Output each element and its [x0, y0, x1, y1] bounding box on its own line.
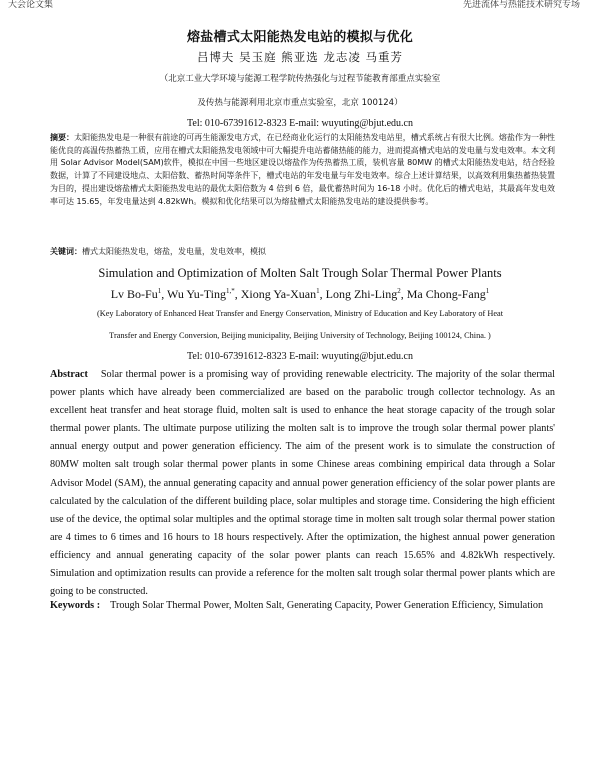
english-affiliation-line-1: (Key Laboratory of Enhanced Heat Transfer and Energy Conservation, Ministry of Education and Key Laboratory of Heat — [96, 309, 504, 318]
chinese-title: 熔盐槽式太阳能热发电站的模拟与优化 — [186, 30, 414, 45]
author-name: Long Zhi-Ling — [325, 287, 398, 301]
chinese-keywords — [50, 246, 555, 257]
author-name: Wu Yu-Ting — [167, 287, 227, 301]
author-affiliation-mark: 1 — [316, 287, 320, 295]
author-affiliation-mark: 1 — [485, 287, 490, 295]
english-title: Simulation and Optimization of Molten Salt Trough Solar Thermal Power Plants — [98, 266, 502, 280]
author-name: Lv Bo-Fu — [110, 287, 158, 301]
english-contact: Tel: 010-67391612-8323 E-mail: wuyuting@bjut.edu.cn — [187, 351, 413, 362]
english-keywords-label: Keywords : — [50, 600, 101, 611]
author-name: Ma Chong-Fang — [406, 287, 486, 301]
chinese-keywords-body: 槽式太阳能热发电，熔盐，发电量，发电效率，模拟 — [82, 247, 266, 256]
chinese-contact: Tel: 010-67391612-8323 E-mail: wuyuting@bjut.edu.cn — [187, 118, 413, 129]
chinese-abstract-body: 太阳能热发电是一种很有前途的可再生能源发电方式，在已经商业化运行的太阳能热发电站里，槽式系统占有很大比例。熔盐作为一种性能优良的高温传热蓄热工质，应用在槽式太阳能热发电领域中可大幅提升电站蓄储热能的能力，进而提高槽式电站的发电量与发电效率。本文利用 Solar Advisor Model(SAM)软件，模拟在中国一些地区建设以熔盐作为传热蓄热工质，装机容量 80MW 的槽式太阳能热发电站，结合经验数据，计算了不同建设地点、太阳倍数、蓄热时间等条件下，槽式电站的年发电量与年发电效率。综合上述计算结果，以高效利用集热蓄热装置为目的，提出建设熔盐槽式太阳能热发电站的最优太阳倍数为 4 倍到 6 倍，最优蓄热时间为 16-18 小时。优化后的槽式电站，其最高年发电效率可达 15.65，年发电量达到 4.82kWh。模拟和优化结果可以为熔盐槽式太阳能热发电站的建设提供参考。 — [50, 133, 556, 206]
author-affiliation-mark: 1,* — [226, 287, 235, 295]
chinese-affiliation-line-2: 及传热与能源利用北京市重点实验室，北京 100124） — [197, 98, 403, 108]
chinese-affiliation-line-1: （北京工业大学环境与能源工程学院传热强化与过程节能教育部重点实验室 — [159, 74, 441, 84]
chinese-abstract-label: 摘要： — [50, 133, 75, 142]
chinese-authors: 吕博夫 吴玉庭 熊亚选 龙志凌 马重芳 — [196, 50, 404, 64]
header-right: 先进流体与热能技术研究专场 — [462, 0, 580, 10]
english-keywords-body: Trough Solar Thermal Power, Molten Salt, Generating Capacity, Power Generation Efficiency, Simulation — [110, 600, 544, 611]
english-abstract-body: Solar thermal power is a promising way of providing renewable electricity. The majority of the solar thermal power plants which have already been commercialized are based on the parabolic trough collector technology. As an excellent heat transfer and heat storage fluid, molten salt is used to enhance the heat storage capacity of the trough solar thermal power plants. The ultimate purpose utilizing the molten salt is to improve the trough solar thermal power plants' annual energy output and power generation efficiency. The aim of the present work is to simulate the construction of 80MW molten salt trough solar thermal power plants in some Chinese areas combining empirical data through a Solar Advisor Model (SAM), the annual generating capacity and annual power generation efficiency of the solar power plants are calculated by the calculation of the different building place, solar multiples and storage time. Considering the high efficient use of the device, the optimal solar multiples and the optimal storage time in molten salt trough solar thermal power station are 4 times to 6 times and 16 hours to 18 hours respectively. After the optimization, the highest annual power generation efficiency and annual generating capacity of the solar power plants can reach 15.65% and 4.82kWh respectively. Simulation and optimization results can provide a reference for the molten salt trough solar thermal power plants which are going to be constructed. — [50, 369, 555, 598]
author-affiliation-mark: 1 — [157, 287, 162, 295]
author-affiliation-mark: 2 — [397, 287, 401, 295]
chinese-abstract — [50, 132, 555, 208]
header-left: 大会论文集 — [8, 0, 54, 10]
english-abstract — [50, 366, 555, 601]
english-affiliation-line-2: Transfer and Energy Conversion, Beijing municipality, Beijing University of Technology, Beijing 100124, China. ) — [109, 331, 491, 340]
running-header — [0, 0, 600, 11]
chinese-keywords-label: 关键词： — [50, 247, 82, 256]
english-keywords — [50, 597, 555, 615]
english-authors: Lv Bo-Fu$^1$, Wu Yu-Ting$^{1,*}$, Xiong Ya-Xuan$^1$, Long Zhi-Ling$^2$, Ma Chong-Fang$^1$ — [110, 287, 490, 301]
author-name: Xiong Ya-Xuan — [240, 287, 317, 301]
english-abstract-label: Abstract — [50, 369, 88, 380]
